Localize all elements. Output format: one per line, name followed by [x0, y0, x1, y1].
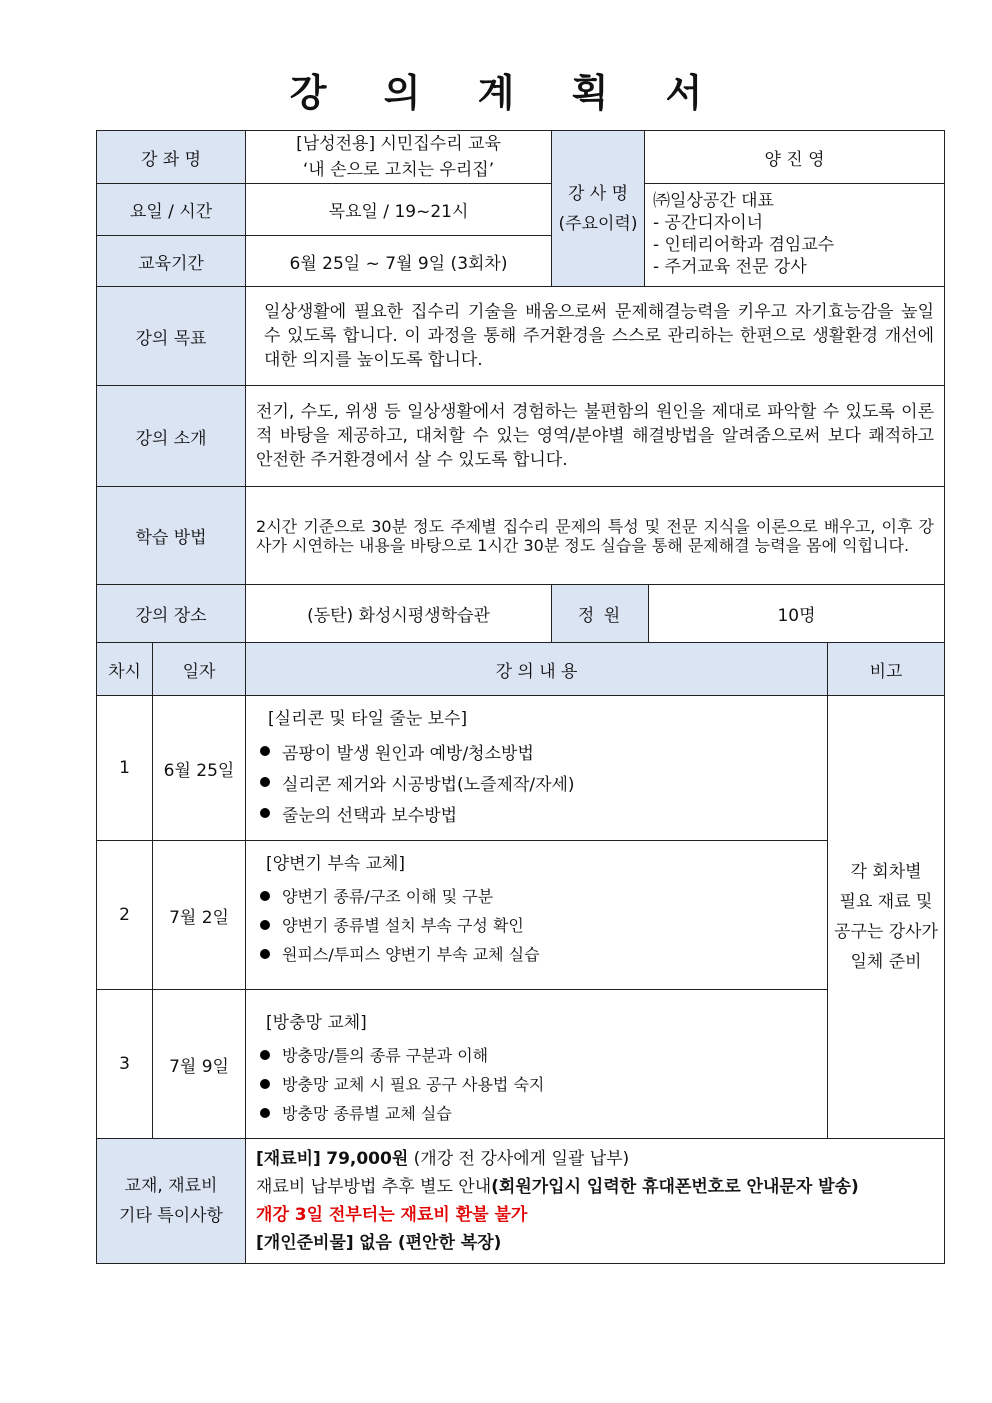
instructor-name: 양 진 영 — [645, 131, 945, 184]
table-row — [97, 990, 945, 1139]
session-no: 3 — [97, 990, 153, 1139]
materials-notes — [246, 1139, 945, 1264]
fee-note: (개강 전 강사에게 일괄 납부) — [413, 1149, 630, 1169]
list-item: 방충망 교체 시 필요 공구 사용법 숙지 — [256, 1072, 817, 1095]
list-item: 방충망/틀의 종류 구분과 이해 — [256, 1043, 817, 1066]
intro-label: 강의 소개 — [97, 386, 246, 487]
schedule-label: 요일 / 시간 — [97, 184, 246, 236]
course-name-line2: ‘내 손으로 고치는 우리집’ — [302, 160, 495, 180]
session-no-header: 차시 — [97, 643, 153, 696]
list-item: 원피스/투피스 양변기 부속 교체 실습 — [256, 942, 817, 965]
materials-label-line2: 기타 특이사항 — [119, 1206, 223, 1226]
prep-value: 없음 (편안한 복장) — [359, 1233, 502, 1253]
intro-text: 전기, 수도, 위생 등 일상생활에서 경험하는 불편함의 원인을 제대로 파악할 수 있도록 이론적 바탕을 제공하고, 대처할 수 있는 영역/분야별 해결방법을 알려줌으로써 보다 쾌적하고 안전한 주거환경에서 살 수 있도록 합니다. — [246, 386, 945, 487]
fee-amount: 79,000원 — [326, 1149, 409, 1169]
goal-text: 일상생활에 필요한 집수리 기술을 배움으로써 문제해결능력을 키우고 자기효능감을 높일 수 있도록 합니다. 이 과정을 통해 주거환경을 스스로 관리하는 한편으로 생활환경 개선에 대한 의지를 높이도록 합니다. — [246, 287, 945, 386]
career-line: - 주거교육 전문 강사 — [653, 257, 807, 277]
session-items — [256, 884, 817, 965]
note-line: 공구는 강사가 — [834, 922, 938, 942]
session-items — [256, 739, 817, 826]
instructor-career — [645, 184, 945, 287]
fee-line — [256, 1145, 934, 1173]
note-line: 각 회차별 — [850, 862, 922, 882]
materials-label — [97, 1139, 246, 1264]
session-note — [828, 696, 945, 1139]
session-date-header: 일자 — [153, 643, 246, 696]
list-item: 곰팡이 발생 원인과 예방/청소방법 — [256, 739, 817, 764]
payment-sms-note: (회원가입시 입력한 휴대폰번호로 안내문자 발송) — [491, 1177, 859, 1197]
instructor-label-line1: 강 사 명 — [567, 183, 629, 204]
fee-label: [재료비] — [256, 1149, 321, 1169]
session-no: 1 — [97, 696, 153, 841]
list-item: 양변기 종류별 설치 부속 구성 확인 — [256, 913, 817, 936]
payment-line — [256, 1173, 934, 1201]
method-label: 학습 방법 — [97, 487, 246, 585]
course-name-label: 강 좌 명 — [97, 131, 246, 184]
session-date: 6월 25일 — [153, 696, 246, 841]
session-date: 7월 9일 — [153, 990, 246, 1139]
career-line: ㈜일상공간 대표 — [653, 191, 774, 211]
list-item: 실리콘 제거와 시공방법(노즐제작/자세) — [256, 770, 817, 795]
session-content — [246, 696, 828, 841]
course-name-value — [246, 131, 552, 184]
table-row — [97, 841, 945, 990]
session-topic: [방충망 교체] — [266, 1013, 367, 1033]
payment-method: 재료비 납부방법 추후 별도 안내 — [256, 1177, 492, 1197]
schedule-value: 목요일 / 19~21시 — [246, 184, 552, 236]
instructor-label-line2: (주요이력) — [558, 213, 638, 234]
career-line: - 공간디자이너 — [653, 213, 764, 233]
session-topic: [실리콘 및 타일 줄눈 보수] — [268, 709, 468, 729]
capacity-label: 정 원 — [552, 585, 649, 643]
prep-label: [개인준비물] — [256, 1233, 354, 1253]
capacity-value: 10명 — [649, 585, 945, 643]
venue-label: 강의 장소 — [97, 585, 246, 643]
session-content — [246, 841, 828, 990]
session-content-header: 강 의 내 용 — [246, 643, 828, 696]
venue-value: (동탄) 화성시평생학습관 — [246, 585, 552, 643]
session-topic: [양변기 부속 교체] — [266, 854, 406, 874]
materials-label-line1: 교재, 재료비 — [124, 1176, 218, 1196]
list-item: 양변기 종류/구조 이해 및 구분 — [256, 884, 817, 907]
session-no: 2 — [97, 841, 153, 990]
session-date: 7월 2일 — [153, 841, 246, 990]
note-line: 필요 재료 및 — [839, 892, 933, 912]
list-item: 방충망 종류별 교체 실습 — [256, 1101, 817, 1124]
goal-label: 강의 목표 — [97, 287, 246, 386]
prep-line — [256, 1229, 934, 1257]
refund-notice: 개강 3일 전부터는 재료비 환불 불가 — [256, 1205, 528, 1225]
document-title: 강 의 계 획 서 — [289, 71, 725, 115]
career-line: - 인테리어학과 겸임교수 — [653, 235, 835, 255]
period-value: 6월 25일 ~ 7월 9일 (3회차) — [246, 236, 552, 287]
note-line: 일체 준비 — [850, 952, 922, 972]
session-items — [256, 1043, 817, 1124]
session-note-header: 비고 — [828, 643, 945, 696]
method-text: 2시간 기준으로 30분 정도 주제별 집수리 문제의 특성 및 전문 지식을 이론으로 배우고, 이후 강사가 시연하는 내용을 바탕으로 1시간 30분 정도 실습을 통해 문제해결 능력을 몸에 익힙니다. — [246, 487, 945, 585]
lecture-plan-table — [96, 130, 945, 1264]
instructor-label — [552, 131, 645, 287]
course-name-line1: [남성전용] 시민집수리 교육 — [296, 134, 501, 154]
period-label: 교육기간 — [97, 236, 246, 287]
session-content — [246, 990, 828, 1139]
table-row — [97, 696, 945, 841]
list-item: 줄눈의 선택과 보수방법 — [256, 801, 817, 826]
